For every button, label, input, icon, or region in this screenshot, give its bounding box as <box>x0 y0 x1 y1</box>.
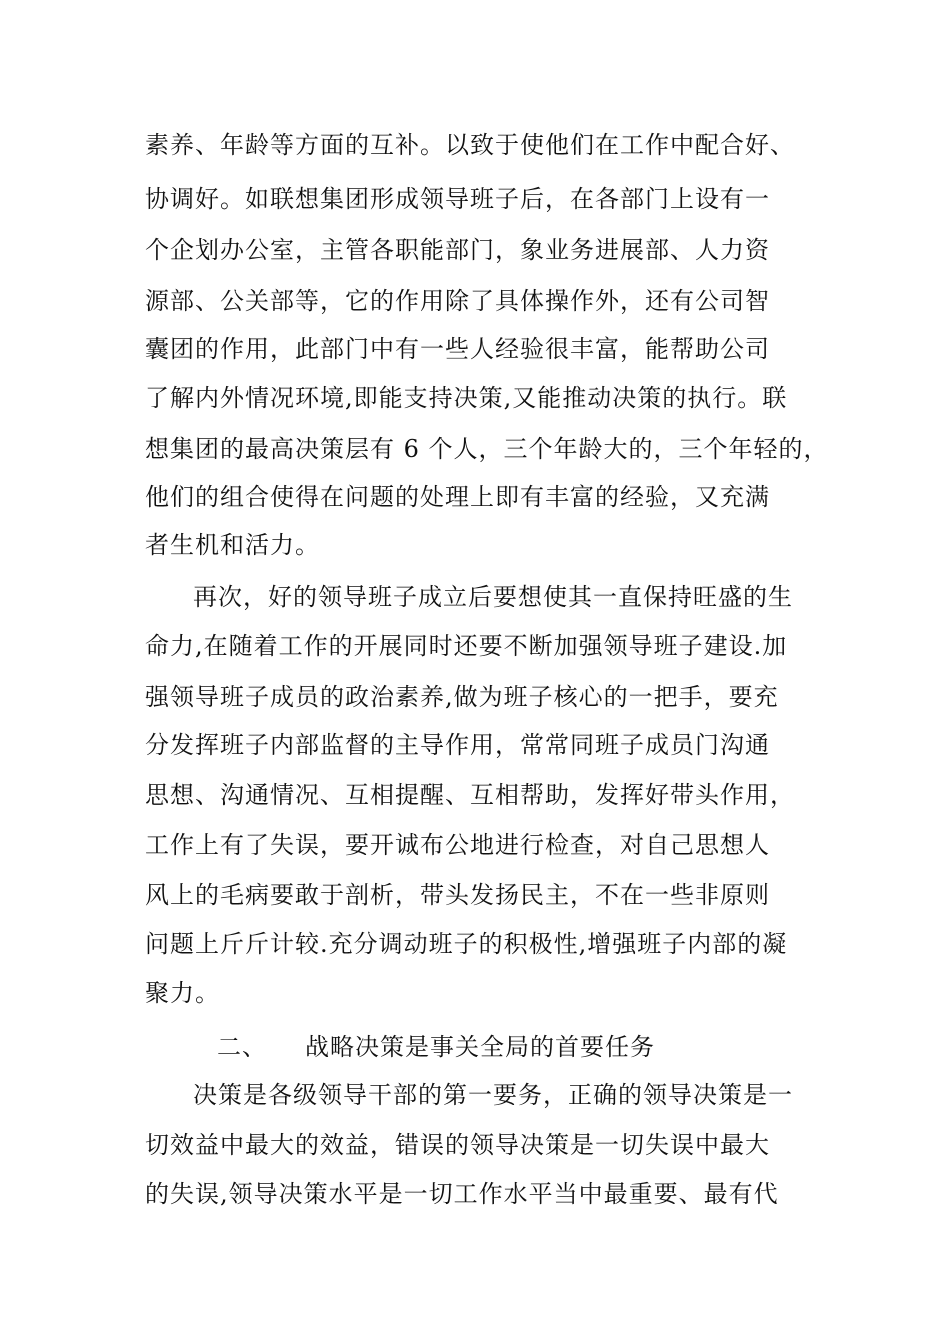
paragraph-2-line-5: 思想、沟通情况、互相提醒、互相帮助，发挥好带头作用， <box>145 781 795 809</box>
paragraph-2-line-7: 风上的毛病要敢于剖析，带头发扬民主，不在一些非原则 <box>145 881 770 909</box>
paragraph-1-line-7: 想集团的最高决策层有 6 个人，三个年龄大的，三个年轻的， <box>145 435 829 463</box>
paragraph-2-line-3: 强领导班子成员的政治素养,做为班子核心的一把手，要充 <box>145 683 779 711</box>
section-heading <box>217 1029 655 1065</box>
paragraph-2-line-8: 问题上斤斤计较.充分调动班子的积极性,增强班子内部的凝 <box>145 930 788 958</box>
paragraph-3-line-2: 切效益中最大的效益，错误的领导决策是一切失误中最大 <box>145 1131 770 1159</box>
section-number: 二、 <box>217 1033 267 1061</box>
paragraph-1-line-1: 素养、年龄等方面的互补。以致于使他们在工作中配合好、 <box>145 131 795 159</box>
paragraph-1-line-2: 协调好。如联想集团形成领导班子后，在各部门上设有一 <box>145 185 770 213</box>
paragraph-2-line-9: 聚力。 <box>145 979 220 1007</box>
paragraph-1-line-5: 囊团的作用，此部门中有一些人经验很丰富，能帮助公司 <box>145 335 770 363</box>
paragraph-2-line-2: 命力,在随着工作的开展同时还要不断加强领导班子建设.加 <box>145 632 788 660</box>
paragraph-1-line-8: 他们的组合使得在问题的处理上即有丰富的经验，又充满 <box>145 483 770 511</box>
paragraph-3-line-1: 决策是各级领导干部的第一要务，正确的领导决策是一 <box>193 1081 793 1109</box>
paragraph-1-line-4: 源部、公关部等，它的作用除了具体操作外，还有公司智 <box>145 287 770 315</box>
paragraph-1-line-6: 了解内外情况环境,即能支持决策,又能推动决策的执行。联 <box>145 384 788 412</box>
section-title: 战略决策是事关全局的首要任务 <box>305 1033 655 1061</box>
paragraph-1-line-3: 个企划办公室，主管各职能部门，象业务进展部、人力资 <box>145 236 770 264</box>
paragraph-2-line-4: 分发挥班子内部监督的主导作用，常常同班子成员门沟通 <box>145 731 770 759</box>
paragraph-2-line-6: 工作上有了失误，要开诚布公地进行检查，对自己思想人 <box>145 831 770 859</box>
paragraph-1-line-9: 者生机和活力。 <box>145 531 320 559</box>
paragraph-2-line-1: 再次，好的领导班子成立后要想使其一直保持旺盛的生 <box>193 583 793 611</box>
paragraph-3-line-3: 的失误,领导决策水平是一切工作水平当中最重要、最有代 <box>145 1180 779 1208</box>
